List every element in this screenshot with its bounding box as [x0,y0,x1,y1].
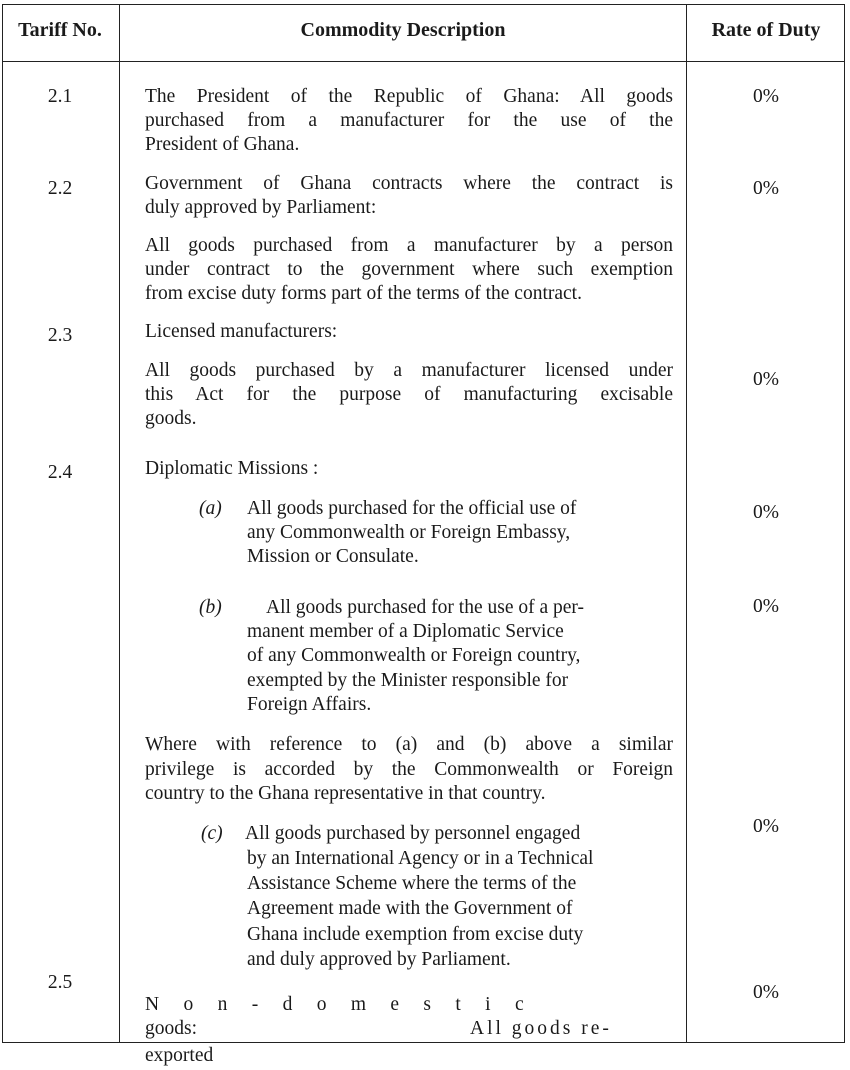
desc-2-3-para-line-1: All goods purchased by a manufacturer licensed under [145,360,673,381]
desc-2-5-line-2-all-goods: All goods re- [470,1018,612,1039]
item-b-line-2: manent member of a Diplomatic Service [247,621,564,642]
rate-2-4-a: 0% [753,502,779,523]
table-bottom-rule [2,1042,845,1043]
item-a-line-2: any Commonwealth or Foreign Embassy, [247,522,571,543]
rate-2-3: 0% [753,369,779,390]
item-c-line-3: Assistance Scheme where the terms of the [247,873,577,894]
item-b-line-5: Foreign Affairs. [247,694,372,715]
rate-2-1: 0% [753,86,779,107]
item-c-line-2: by an International Agency or in a Technical [247,848,594,869]
item-a-line-1: All goods purchased for the official use of [247,498,577,519]
desc-2-3-para-line-3: goods. [145,408,197,429]
desc-2-2-line-1: Government of Ghana contracts where the contract is [145,173,673,194]
desc-2-5-line-2-goods: goods: [145,1018,198,1039]
tariff-number-2-4: 2.4 [47,462,73,483]
rate-2-4-b: 0% [753,596,779,617]
desc-2-1-line-2: purchased from a manufacturer for the use of the [145,110,673,131]
desc-2-1-line-1: The President of the Republic of Ghana: All goods [145,86,673,107]
item-b-label: (b) [199,597,222,618]
header-tariff-no: Tariff No. [18,19,102,41]
rate-2-4-c: 0% [753,816,779,837]
desc-2-4-where-line-3: country to the Ghana representative in that country. [145,783,546,804]
item-b-line-1: All goods purchased for the use of a per- [266,597,585,618]
item-c-line-4: Agreement made with the Government of [247,898,573,919]
desc-2-3-para-line-2: this Act for the purpose of manufacturing excisable [145,384,673,405]
item-c-line-6: and duly approved by Parliament. [247,949,511,970]
table-right-border [844,62,845,1043]
desc-2-4-where-line-1: Where with reference to (a) and (b) above a similar [145,734,673,755]
header-rate-of-duty: Rate of Duty [711,19,821,41]
desc-2-4-where-line-2: privilege is accorded by the Commonwealth or Foreign [145,759,673,780]
column-divider-1 [119,4,120,1043]
desc-2-4-line-1: Diplomatic Missions : [145,458,319,479]
item-a-line-3: Mission or Consulate. [247,546,419,567]
desc-2-2-para-line-1: All goods purchased from a manufacturer by a person [145,235,673,256]
tariff-number-2-1: 2.1 [47,86,73,107]
item-b-line-3: of any Commonwealth or Foreign country, [247,645,581,666]
item-c-line-5: Ghana include exemption from excise duty [247,924,584,945]
desc-2-1-line-3: President of Ghana. [145,134,300,155]
header-commodity-description: Commodity Description [300,19,506,41]
item-c-label: (c) [201,823,223,844]
desc-2-2-para-line-3: from excise duty forms part of the terms of the contract. [145,283,582,304]
rate-2-5: 0% [753,982,779,1003]
rate-2-2: 0% [753,178,779,199]
desc-2-2-line-2: duly approved by Parliament: [145,197,377,218]
tariff-number-2-5: 2.5 [47,972,73,993]
tariff-number-2-3: 2.3 [47,325,73,346]
desc-2-5-line-3: exported [145,1045,214,1066]
table-left-border [2,62,3,1043]
desc-2-3-line-1: Licensed manufacturers: [145,321,338,342]
item-b-line-4: exempted by the Minister responsible for [247,670,569,691]
tariff-number-2-2: 2.2 [47,178,73,199]
item-c-line-1: All goods purchased by personnel engaged [245,823,581,844]
desc-2-5-line-1: N o n - d o m e s t i c [145,994,524,1015]
item-a-label: (a) [199,498,222,519]
desc-2-2-para-line-2: under contract to the government where such exemption [145,259,673,280]
